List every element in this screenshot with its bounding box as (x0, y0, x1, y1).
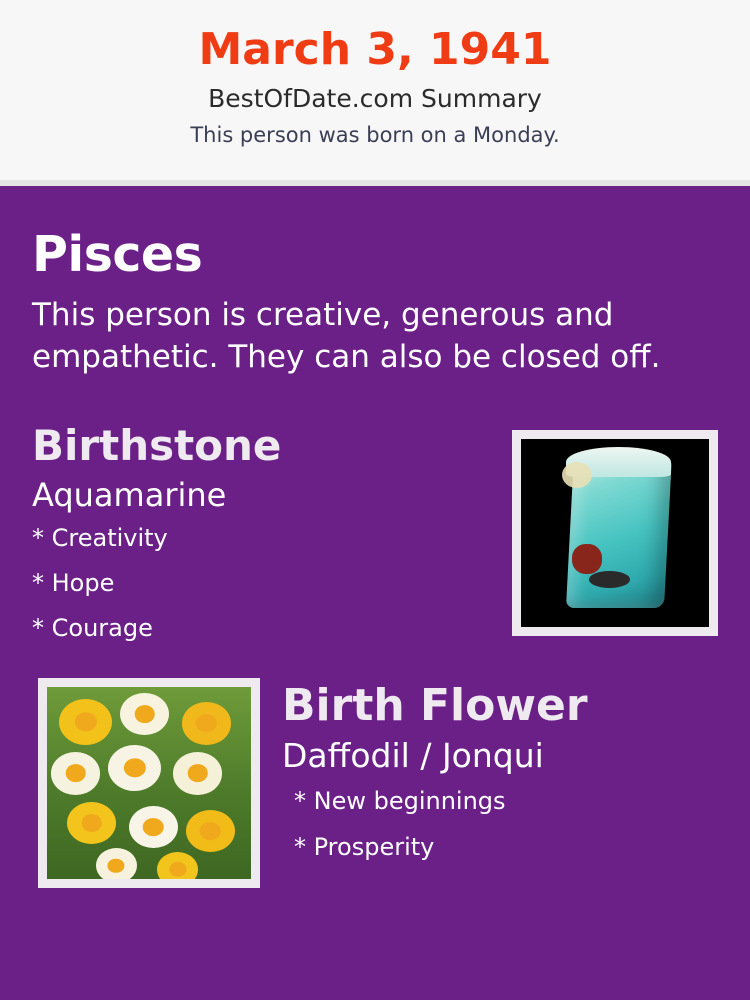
birthstone-name: Aquamarine (32, 476, 227, 514)
flower-blossom (108, 745, 161, 791)
flower-blossom (51, 752, 100, 794)
flower-blossom (67, 802, 116, 844)
crystal-inclusion-pale (562, 462, 592, 488)
flower-blossom (129, 806, 178, 848)
site-summary-label: BestOfDate.com Summary (208, 84, 542, 113)
birth-flower-title: Birth Flower (282, 680, 588, 731)
details-panel (0, 186, 750, 1000)
flower-blossom (182, 702, 231, 744)
flower-blossom (59, 699, 112, 745)
flower-blossom (157, 852, 198, 879)
birthstone-text (32, 420, 472, 651)
zodiac-description: This person is creative, generous and empathetic. They can also be closed off. (32, 297, 661, 375)
page-title: March 3, 1941 (198, 24, 552, 75)
crystal-inclusion-red (572, 544, 602, 574)
birth-flower-section (32, 678, 718, 908)
header (0, 0, 750, 180)
birthstone-title: Birthstone (32, 421, 282, 470)
zodiac-sign-title: Pisces (32, 226, 203, 283)
aquamarine-crystal-photo (521, 439, 709, 627)
birth-flower-text (282, 678, 732, 870)
flower-blossom (173, 752, 222, 794)
birth-flower-image-frame (38, 678, 260, 888)
birth-flower-trait: * New beginnings (294, 787, 506, 815)
birthstone-trait: * Courage (32, 614, 153, 642)
birthstone-trait: * Creativity (32, 524, 168, 552)
flower-blossom (120, 693, 169, 735)
birth-flower-name: Daffodil / Jonqui (282, 736, 544, 775)
birthstone-trait: * Hope (32, 569, 115, 597)
birthstone-image-frame (512, 430, 718, 636)
birth-weekday-note: This person was born on a Monday. (190, 123, 560, 147)
flower-blossom (186, 810, 235, 852)
crystal-inclusion-dark (589, 571, 630, 588)
birthstone-section (32, 420, 718, 660)
daffodil-field-photo (47, 687, 251, 879)
birth-flower-trait: * Prosperity (294, 833, 435, 861)
flower-blossom (96, 848, 137, 879)
